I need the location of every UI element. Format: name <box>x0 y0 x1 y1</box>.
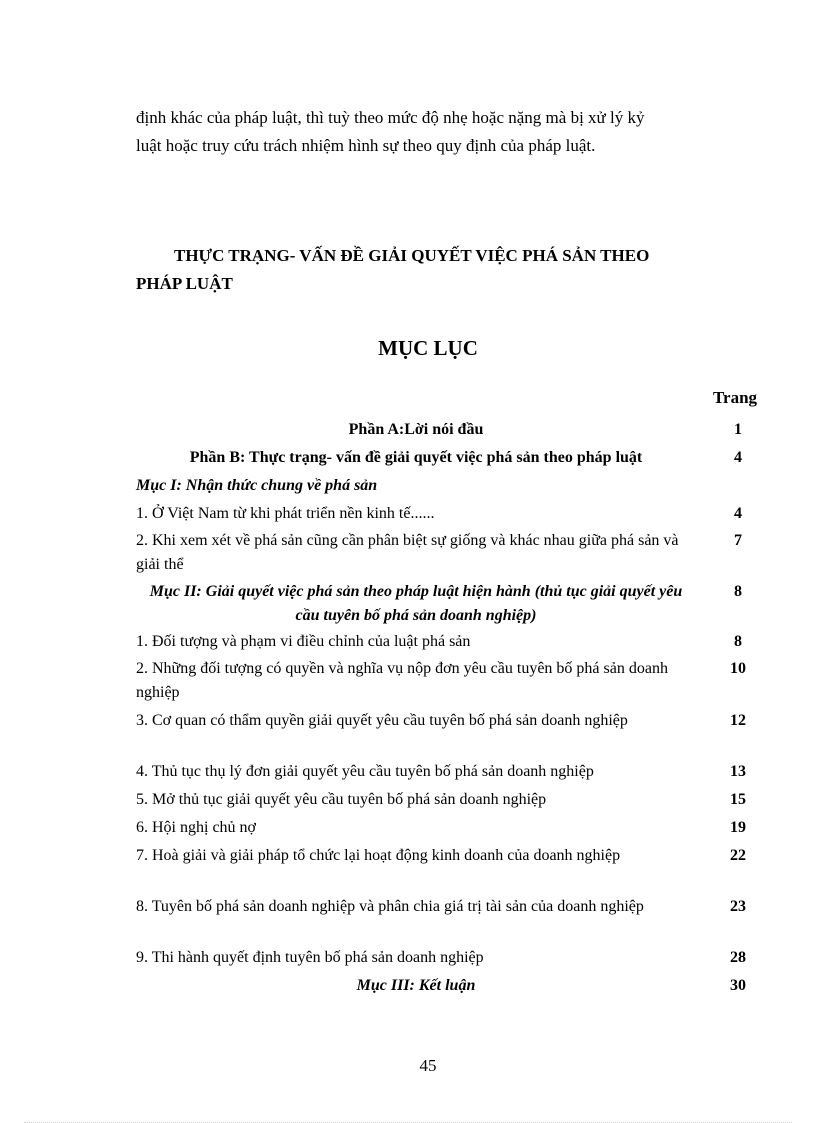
toc-entry-text: Mục III: Kết luận <box>356 977 476 994</box>
toc-entry-text: 2. Những đối tượng có quyền và nghĩa vụ nộp đơn yêu cầu tuyên bố phá sản doanh nghiệp <box>136 660 668 701</box>
toc-title: MỤC LỤC <box>378 336 478 360</box>
toc-page-header: Trang <box>712 388 758 407</box>
toc-entry-page: 23 <box>730 898 746 915</box>
toc-entry-text: 4. Thủ tục thụ lý đơn giải quyết yêu cầu tuyên bố phá sản doanh nghiệp <box>136 763 594 780</box>
toc-entry-text: Phần A:Lời nói đầu <box>348 421 484 438</box>
toc-entry-page: 8 <box>734 633 742 650</box>
section-heading <box>136 242 736 298</box>
intro-paragraph <box>136 104 726 160</box>
toc-entry-text: 8. Tuyên bố phá sản doanh nghiệp và phân chia giá trị tài sản của doanh nghiệp <box>136 898 644 915</box>
toc-entry-page: 4 <box>734 505 742 522</box>
toc-entry-page: 19 <box>730 819 746 836</box>
toc-entry-page: 22 <box>730 847 746 864</box>
toc-entry-page: 13 <box>730 763 746 780</box>
toc-entry-text: Phần B: Thực trạng- vấn đề giải quyết việc phá sản theo pháp luật <box>189 449 643 466</box>
intro-line: định khác của pháp luật, thì tuỳ theo mức độ nhẹ hoặc nặng mà bị xử lý kỷ <box>136 108 645 127</box>
toc-entry-text: 1. Ở Việt Nam từ khi phát triển nền kinh tế...... <box>136 505 435 522</box>
toc-entry-page: 8 <box>734 583 742 600</box>
toc-entry-text: 1. Đối tượng và phạm vi điều chỉnh của luật phá sản <box>136 633 471 650</box>
toc-entry-text: 6. Hội nghị chủ nợ <box>136 819 257 836</box>
toc-entry-text: 9. Thi hành quyết định tuyên bố phá sản doanh nghiệp <box>136 949 484 966</box>
toc-entry-page: 30 <box>730 977 746 994</box>
toc-entry-page: 7 <box>734 532 742 549</box>
toc-entry-page: 12 <box>730 712 746 729</box>
toc-entry-text: Mục I: Nhận thức chung về phá sản <box>136 477 378 494</box>
heading-line: THỰC TRẠNG- VẤN ĐỀ GIẢI QUYẾT VIỆC PHÁ SẢN THEO <box>174 246 650 265</box>
heading-line: PHÁP LUẬT <box>136 274 233 293</box>
intro-line: luật hoặc truy cứu trách nhiệm hình sự theo quy định của pháp luật. <box>136 136 596 155</box>
page-number: 45 <box>419 1056 437 1075</box>
toc-entry-page: 10 <box>730 660 746 677</box>
toc-entry-page: 15 <box>730 791 746 808</box>
toc-entry-text: 5. Mở thủ tục giải quyết yêu cầu tuyên bố phá sản doanh nghiệp <box>136 791 547 808</box>
toc-entry-page: 1 <box>734 421 742 438</box>
toc-entry-page: 4 <box>734 449 742 466</box>
toc-entry-text: Mục II: Giải quyết việc phá sản theo pháp luật hiện hành (thủ tục giải quyết yêu cầu tuyên bố phá sản doanh nghiệp) <box>149 583 683 624</box>
toc-entry-text: 2. Khi xem xét về phá sản cũng cần phân biệt sự giống và khác nhau giữa phá sản và giải thể <box>136 532 679 573</box>
toc-entry-page: 28 <box>730 949 746 966</box>
toc-entry-text: 3. Cơ quan có thẩm quyền giải quyết yêu cầu tuyên bố phá sản doanh nghiệp <box>136 712 628 729</box>
toc-entry-text: 7. Hoà giải và giải pháp tổ chức lại hoạt động kinh doanh của doanh nghiệp <box>136 847 621 864</box>
